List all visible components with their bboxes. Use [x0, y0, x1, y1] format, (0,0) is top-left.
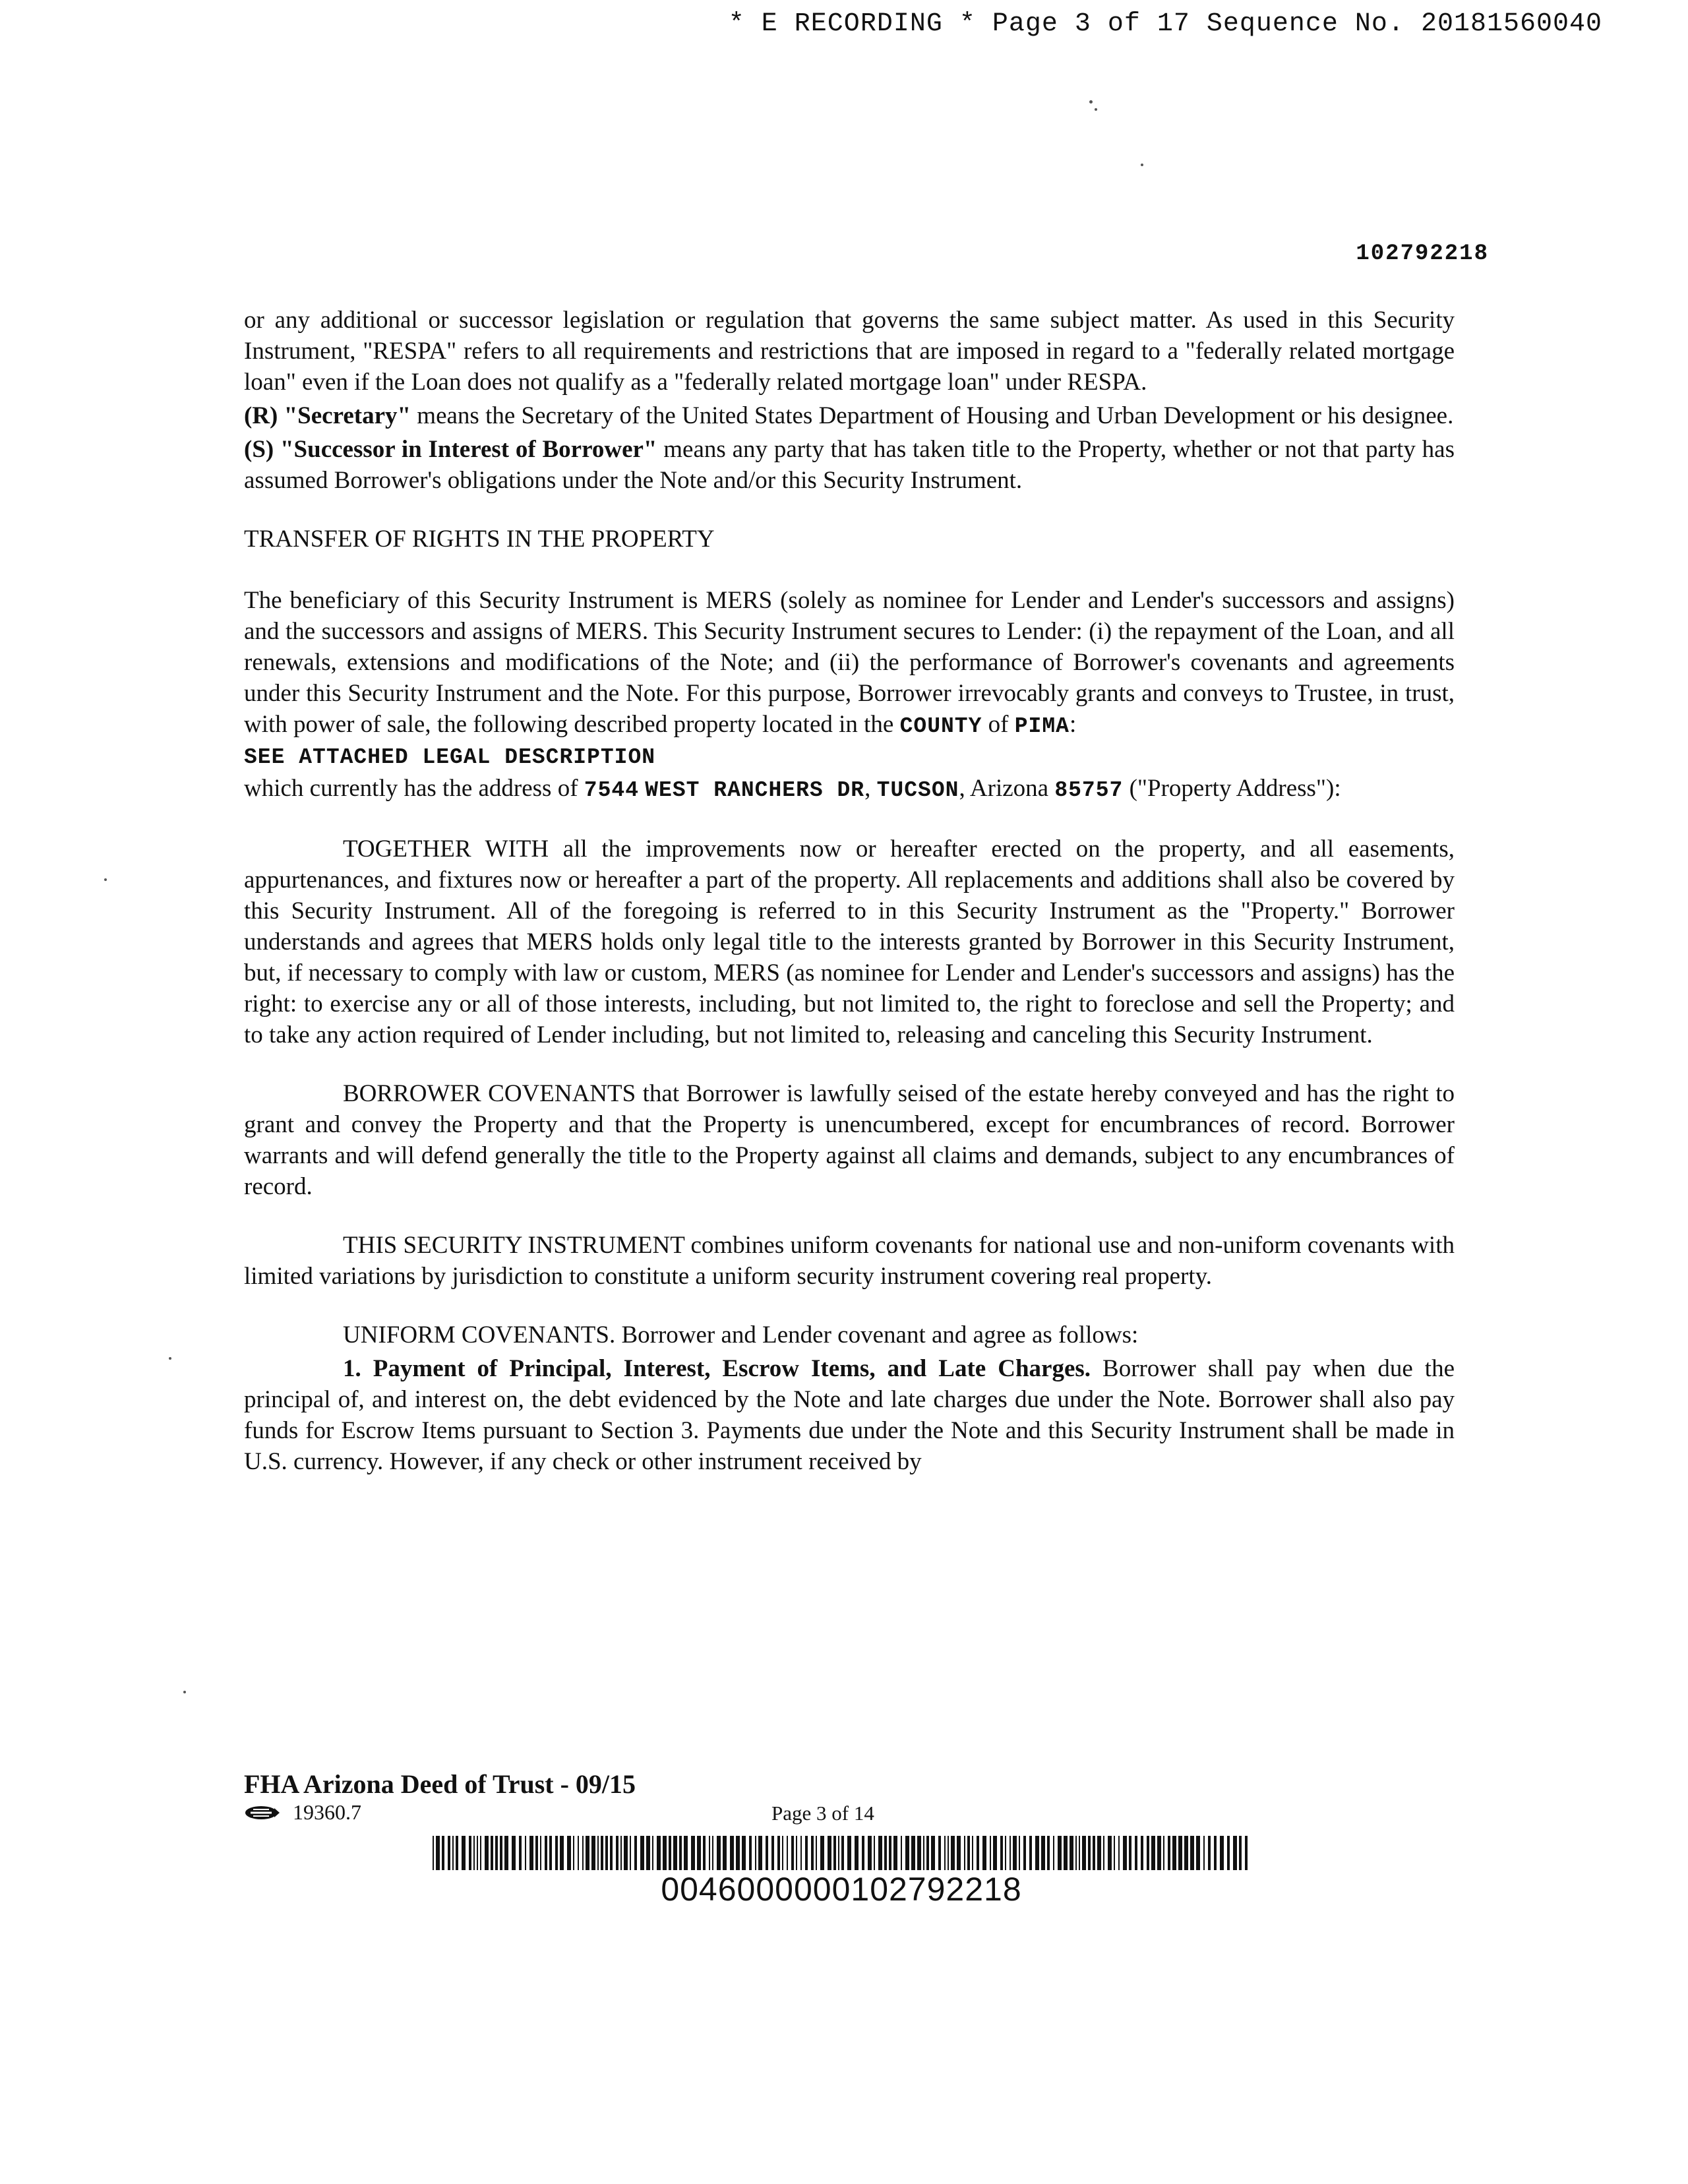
- barcode-bar: [782, 1836, 783, 1870]
- barcode-bar: [791, 1836, 794, 1870]
- barcode-bar: [755, 1836, 756, 1870]
- barcode-bar: [1233, 1836, 1237, 1870]
- barcode-bar: [766, 1836, 768, 1870]
- barcode-bar: [582, 1836, 584, 1870]
- barcode-bar: [663, 1836, 667, 1870]
- barcode-bar: [1070, 1836, 1073, 1870]
- scan-speck: [1095, 108, 1097, 111]
- beneficiary-paragraph: The beneficiary of this Security Instrument is MERS (solely as nominee for Lender and Lender's successors and assigns) and the successors and assigns of MERS. This Security Instrument secures to Lender: (i) the repayment of the Loan, and all renewals, extensions and modifications of the Note; and (ii) the performance of Borrower's covenants and agreements under this Security Instrument and the Note. For this purpose, Borrower irrevocably grants and conveys to Trustee, in trust, with power of sale, the following described property located in the COUNTY of PIMA:: [244, 587, 1455, 739]
- barcode-bar: [597, 1836, 599, 1870]
- barcode-bar: [549, 1836, 552, 1870]
- barcode-bar: [901, 1836, 902, 1870]
- barcode-bar: [816, 1836, 817, 1870]
- barcode-bar: [1227, 1836, 1230, 1870]
- barcode-bar: [805, 1836, 808, 1870]
- barcode-bar: [847, 1836, 851, 1870]
- barcode-bar: [712, 1836, 713, 1870]
- barcode-bar: [1019, 1836, 1020, 1870]
- barcode: [433, 1836, 1250, 1870]
- barcode-bar: [777, 1836, 780, 1870]
- together-with-paragraph: TOGETHER WITH all the improvements now or hereafter erected on the property, and all easements, appurtenances, and fixtures now or hereafter a part of the property. All replacements and additions shall also be covered by this Security Instrument. All of the foregoing is referred to in this Security Instrument as the "Property." Borrower understands and agrees that MERS holds only legal title to the interests granted by Borrower in this Security Instrument, but, if necessary to comply with law or custom, MERS (as nominee for Lender and Lender's successors and assigns) has the right: to exercise any or all of those interests, including, but not limited to, the right to foreclose and sell the Property; and to take any action required of Lender including, but not limited to, releasing and canceling this Security Instrument.: [244, 835, 1455, 1048]
- barcode-number: 0046000000102792218: [661, 1871, 1022, 1908]
- barcode-bar: [931, 1836, 935, 1870]
- barcode-bar: [452, 1836, 454, 1870]
- barcode-bar: [1079, 1836, 1080, 1870]
- barcode-bar: [630, 1836, 631, 1870]
- barcode-bar: [1190, 1836, 1194, 1870]
- page-number: Page 3 of 14: [771, 1802, 874, 1825]
- barcode-bar: [800, 1836, 802, 1870]
- barcode-bar: [736, 1836, 740, 1870]
- barcode-bar: [1041, 1836, 1045, 1870]
- form-number-text: 19360.7: [293, 1800, 361, 1824]
- barcode-bar: [512, 1836, 516, 1870]
- barcode-bar: [1029, 1836, 1032, 1870]
- barcode-bar: [1184, 1836, 1188, 1870]
- barcode-bar: [1203, 1836, 1205, 1870]
- barcode-bar: [820, 1836, 824, 1870]
- barcode-bar: [491, 1836, 493, 1870]
- barcode-bar: [1058, 1836, 1062, 1870]
- barcode-bar: [567, 1836, 571, 1870]
- barcode-bar: [884, 1836, 887, 1870]
- address-zip: 85757: [1054, 778, 1124, 803]
- barcode-bar: [982, 1836, 986, 1870]
- definition-text: means any party that has taken title to the Property, whether or not that party has assumed Borrower's obligations under the Note and/or this Security Instrument.: [244, 436, 1455, 494]
- borrower-covenants-paragraph: BORROWER COVENANTS that Borrower is lawfully seised of the estate hereby conveyed and has the right to grant and convey the Property and that the Property is unencumbered, except for encumbrances of record. Borrower warrants and will defend generally the title to the Property against all claims and demands, subject to any encumbrances of record.: [244, 1080, 1455, 1200]
- barcode-bar: [709, 1836, 710, 1870]
- barcode-bar: [605, 1836, 608, 1870]
- barcode-bar: [624, 1836, 628, 1870]
- barcode-bar: [456, 1836, 458, 1870]
- definition-successor: [244, 434, 1455, 496]
- barcode-bar: [1013, 1836, 1017, 1870]
- barcode-bar: [926, 1836, 929, 1870]
- barcode-bar: [948, 1836, 949, 1870]
- definition-secretary: [244, 400, 1455, 431]
- barcode-bar: [1123, 1836, 1127, 1870]
- address-city: TUCSON: [876, 778, 959, 803]
- barcode-bar: [620, 1836, 622, 1870]
- barcode-bar: [749, 1836, 752, 1870]
- barcode-bar: [878, 1836, 882, 1870]
- address-street: WEST RANCHERS DR: [645, 778, 865, 803]
- barcode-bar: [957, 1836, 961, 1870]
- barcode-bar: [787, 1836, 788, 1870]
- barcode-bar: [1208, 1836, 1211, 1870]
- section-1-heading: 1. Payment of Principal, Interest, Escrow Items, and Late Charges.: [343, 1355, 1091, 1382]
- barcode-bar: [1064, 1836, 1068, 1870]
- barcode-bar: [1196, 1836, 1200, 1870]
- security-instrument-paragraph: THIS SECURITY INSTRUMENT combines uniform covenants for national use and non-uniform covenants with limited variations by jurisdiction to constitute a uniform security instrument covering real property.: [244, 1232, 1455, 1290]
- barcode-bar: [1118, 1836, 1120, 1870]
- barcode-bar: [679, 1836, 682, 1870]
- barcode-bar: [1047, 1836, 1050, 1870]
- barcode-bar: [1245, 1836, 1248, 1870]
- barcode-bar: [578, 1836, 579, 1870]
- barcode-bar: [893, 1836, 897, 1870]
- county-name: PIMA: [1014, 714, 1070, 739]
- barcode-bar: [601, 1836, 603, 1870]
- respa-paragraph: or any additional or successor legislation or regulation that governs the same subject matter. As used in this Security Instrument, "RESPA" refers to all requirements and restrictions that are imposed in regard to a "federally related mortgage loan" even if the Loan does not qualify as a "federally related mortgage loan" under RESPA.: [244, 307, 1455, 396]
- barcode-bar: [1108, 1836, 1112, 1870]
- barcode-bar: [1129, 1836, 1131, 1870]
- barcode-bar: [944, 1836, 946, 1870]
- scan-speck: [169, 1357, 171, 1360]
- barcode-bar: [723, 1836, 727, 1870]
- barcode-bar: [673, 1836, 677, 1870]
- barcode-bar: [634, 1836, 637, 1870]
- barcode-bar: [1093, 1836, 1095, 1870]
- barcode-bar: [669, 1836, 671, 1870]
- scan-speck: [183, 1691, 186, 1693]
- barcode-bar: [500, 1836, 502, 1870]
- definition-text: means the Secretary of the United States Department of Housing and Urban Development or his designee.: [411, 402, 1454, 429]
- barcode-bar: [448, 1836, 450, 1870]
- barcode-bar: [862, 1836, 864, 1870]
- barcode-bar: [433, 1836, 434, 1870]
- barcode-bar: [462, 1836, 466, 1870]
- barcode-bar: [1035, 1836, 1039, 1870]
- barcode-bar: [730, 1836, 734, 1870]
- barcode-bar: [1010, 1836, 1011, 1870]
- section-1-text: Borrower shall pay when due the principal of, and interest on, the debt evidenced by the Note and late charges due under the Note. Borrower shall also pay funds for Escrow Items pursuant to Section 3. Payments due under the Note and this Security Instrument shall be made in U.S. currency. However, if any check or other instrument received by: [244, 1355, 1455, 1475]
- document-body: [244, 305, 1455, 1477]
- barcode-bar: [495, 1836, 498, 1870]
- barcode-bar: [1163, 1836, 1164, 1870]
- barcode-bar: [1151, 1836, 1155, 1870]
- address-number: 7544: [584, 778, 639, 803]
- barcode-bar: [697, 1836, 701, 1870]
- barcode-bar: [874, 1836, 875, 1870]
- barcode-bar: [473, 1836, 475, 1870]
- barcode-bar: [504, 1836, 508, 1870]
- barcode-bar: [684, 1836, 688, 1870]
- barcode-bar: [811, 1836, 814, 1870]
- barcode-bar: [938, 1836, 941, 1870]
- barcode-bar: [796, 1836, 797, 1870]
- barcode-bar: [652, 1836, 653, 1870]
- barcode-bar: [640, 1836, 644, 1870]
- barcode-bar: [868, 1836, 872, 1870]
- barcode-bar: [529, 1836, 533, 1870]
- barcode-bar: [1220, 1836, 1224, 1870]
- barcode-bar: [1005, 1836, 1006, 1870]
- barcode-bar: [911, 1836, 915, 1870]
- barcode-bar: [889, 1836, 891, 1870]
- barcode-bar: [1157, 1836, 1161, 1870]
- definition-label: (S) "Successor in Interest of Borrower": [244, 436, 657, 463]
- recording-header: * E RECORDING * Page 3 of 17 Sequence No. 20181560040: [728, 9, 1602, 39]
- barcode-bar: [1135, 1836, 1137, 1870]
- barcode-bar: [993, 1836, 997, 1870]
- barcode-bar: [977, 1836, 979, 1870]
- barcode-bar: [990, 1836, 991, 1870]
- barcode-bar: [657, 1836, 661, 1870]
- legal-description: SEE ATTACHED LEGAL DESCRIPTION: [244, 745, 656, 770]
- barcode-bar: [519, 1836, 522, 1870]
- barcode-bar: [838, 1836, 839, 1870]
- barcode-bar: [717, 1836, 721, 1870]
- county-label: COUNTY: [899, 714, 982, 739]
- barcode-bar: [1147, 1836, 1149, 1870]
- form-logo-icon: [244, 1804, 281, 1821]
- barcode-bar: [1023, 1836, 1026, 1870]
- barcode-bar: [1239, 1836, 1242, 1870]
- barcode-bar: [1141, 1836, 1143, 1870]
- barcode-bar: [841, 1836, 844, 1870]
- barcode-bar: [646, 1836, 650, 1870]
- barcode-bar: [555, 1836, 558, 1870]
- barcode-bar: [1088, 1836, 1091, 1870]
- barcode-bar: [833, 1836, 836, 1870]
- barcode-bar: [436, 1836, 440, 1870]
- barcode-bar: [1000, 1836, 1003, 1870]
- barcode-bar: [703, 1836, 706, 1870]
- barcode-bar: [616, 1836, 618, 1870]
- barcode-bar: [477, 1836, 478, 1870]
- barcode-bar: [1114, 1836, 1115, 1870]
- barcode-bar: [1053, 1836, 1054, 1870]
- barcode-bar: [967, 1836, 970, 1870]
- barcode-bar: [1168, 1836, 1170, 1870]
- barcode-bar: [591, 1836, 595, 1870]
- barcode-bar: [855, 1836, 859, 1870]
- barcode-bar: [442, 1836, 444, 1870]
- section-1-paragraph: [244, 1353, 1455, 1477]
- scan-speck: [1141, 164, 1143, 166]
- barcode-bar: [1075, 1836, 1077, 1870]
- barcode-bar: [1214, 1836, 1217, 1870]
- barcode-bar: [586, 1836, 589, 1870]
- scan-speck: [104, 878, 107, 881]
- loan-number: 102792218: [1356, 241, 1489, 266]
- barcode-bar: [742, 1836, 746, 1870]
- barcode-bar: [1082, 1836, 1086, 1870]
- property-address-paragraph: which currently has the address of 7544 WEST RANCHERS DR, TUCSON, Arizona 85757 ("Property Address"):: [244, 775, 1341, 803]
- barcode-bar: [610, 1836, 613, 1870]
- barcode-bar: [540, 1836, 541, 1870]
- barcode-bar: [972, 1836, 973, 1870]
- barcode-bar: [923, 1836, 924, 1870]
- barcode-bar: [560, 1836, 564, 1870]
- section-heading: TRANSFER OF RIGHTS IN THE PROPERTY: [244, 526, 715, 553]
- scan-speck: [1089, 100, 1093, 104]
- barcode-bar: [573, 1836, 574, 1870]
- barcode-bar: [1097, 1836, 1101, 1870]
- barcode-bar: [917, 1836, 921, 1870]
- barcode-bar: [1172, 1836, 1176, 1870]
- barcode-bar: [691, 1836, 695, 1870]
- barcode-bar: [828, 1836, 831, 1870]
- form-number: [244, 1800, 361, 1825]
- barcode-bar: [1103, 1836, 1104, 1870]
- uniform-covenants-paragraph: UNIFORM COVENANTS. Borrower and Lender covenant and agree as follows:: [343, 1321, 1139, 1349]
- barcode-bar: [525, 1836, 526, 1870]
- barcode-bar: [480, 1836, 481, 1870]
- barcode-bar: [951, 1836, 955, 1870]
- barcode-bar: [469, 1836, 471, 1870]
- barcode-bar: [545, 1836, 547, 1870]
- barcode-bar: [535, 1836, 538, 1870]
- barcode-bar: [1178, 1836, 1182, 1870]
- definition-label: (R) "Secretary": [244, 402, 411, 429]
- form-title: FHA Arizona Deed of Trust - 09/15: [244, 1769, 636, 1799]
- barcode-bar: [771, 1836, 774, 1870]
- barcode-bar: [758, 1836, 762, 1870]
- barcode-bar: [905, 1836, 909, 1870]
- barcode-bar: [964, 1836, 965, 1870]
- barcode-bar: [485, 1836, 489, 1870]
